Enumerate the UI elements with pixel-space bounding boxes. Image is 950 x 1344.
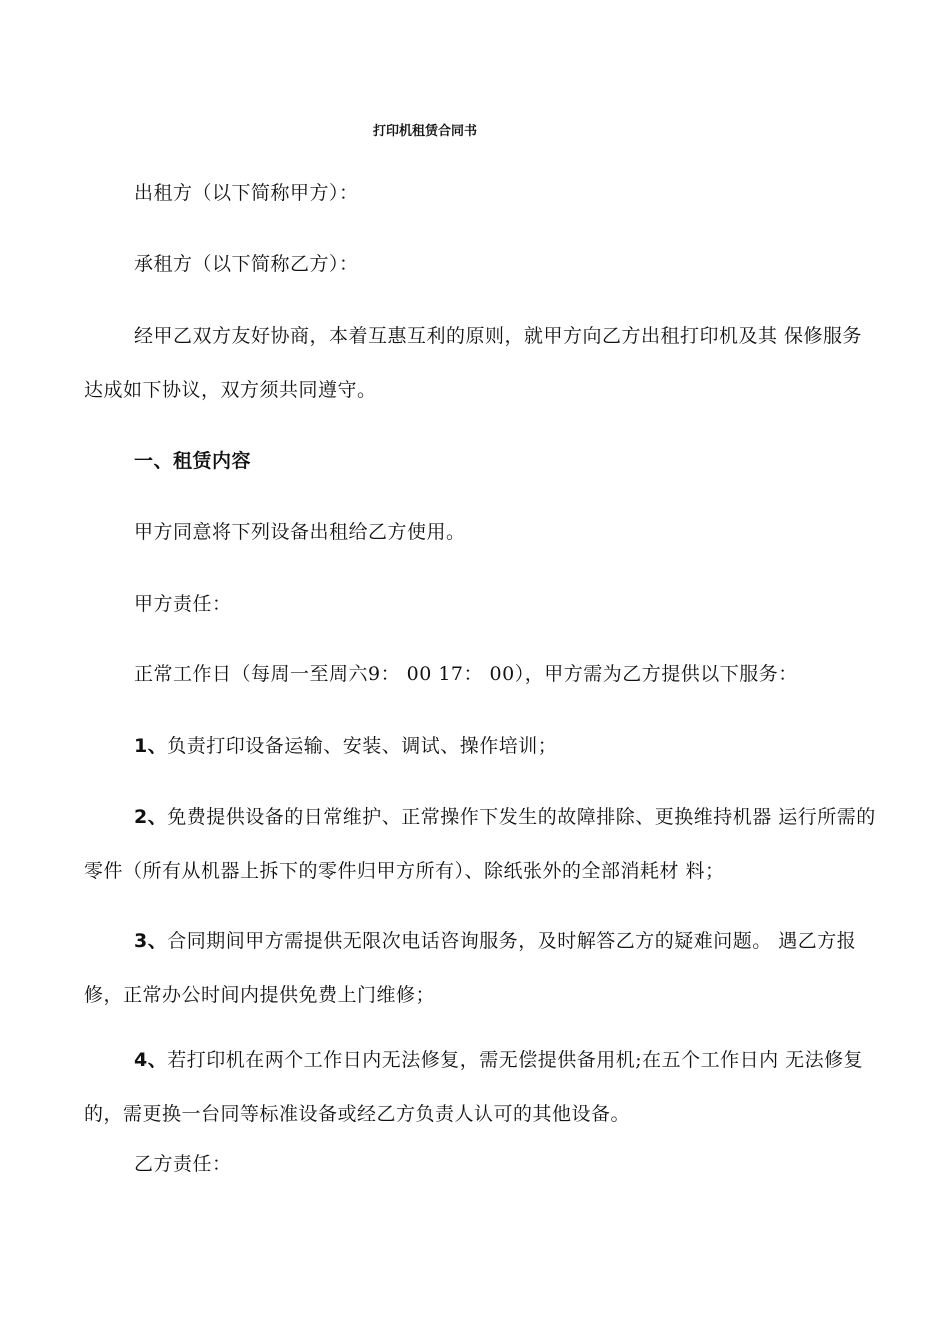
item-text: 若打印机在两个工作日内无法修复，需无偿提供备用机;在五个工作日内 无法修复的，需更换一台同等标准设备或经乙方负责人认可的其他设备。 — [84, 1049, 864, 1125]
list-item — [84, 914, 878, 1022]
list-item — [84, 790, 878, 898]
workday-paragraph — [84, 647, 878, 701]
intro-text: 经甲乙双方友好协商，本着互惠互利的原则，就甲方向乙方出租打印机及其 保修服务达成如下协议，双方须共同遵守。 — [84, 325, 863, 401]
partyB-responsibility — [84, 1137, 878, 1191]
lessee-text: 承租方（以下简称乙方）： — [134, 253, 359, 275]
item-number: 1、 — [134, 735, 168, 757]
list-item — [84, 1033, 878, 1141]
item-number: 2、 — [134, 806, 168, 828]
partyA-resp-text: 甲方责任： — [134, 593, 232, 615]
list-item — [84, 719, 878, 773]
partyA-responsibility — [84, 577, 878, 631]
agree-paragraph — [84, 505, 878, 559]
agree-text: 甲方同意将下列设备出租给乙方使用。 — [134, 521, 466, 543]
document-title: 打印机租赁合同书 — [372, 124, 477, 139]
section-heading: 一、租赁内容 — [134, 450, 252, 472]
lessor-text: 出租方（以下简称甲方）： — [134, 182, 359, 204]
intro-paragraph — [84, 309, 878, 417]
lessee-line — [84, 237, 878, 291]
item-text: 负责打印设备运输、安装、调试、操作培训； — [167, 735, 558, 757]
item-number: 3、 — [134, 930, 168, 952]
item-text: 合同期间甲方需提供无限次电话咨询服务，及时解答乙方的疑难问题。 遇乙方报修，正常办公时间内提供免费上门维修； — [84, 930, 857, 1006]
workday-text: 正常工作日（每周一至周六9： 00 17： 00），甲方需为乙方提供以下服务： — [134, 663, 798, 685]
item-text: 免费提供设备的日常维护、正常操作下发生的故障排除、更换维持机器 运行所需的零件（所有从机器上拆下的零件归甲方所有）、除纸张外的全部消耗材 料； — [84, 806, 876, 882]
partyB-resp-text: 乙方责任： — [134, 1153, 232, 1175]
item-number: 4、 — [134, 1049, 168, 1071]
lessor-line — [84, 166, 878, 220]
